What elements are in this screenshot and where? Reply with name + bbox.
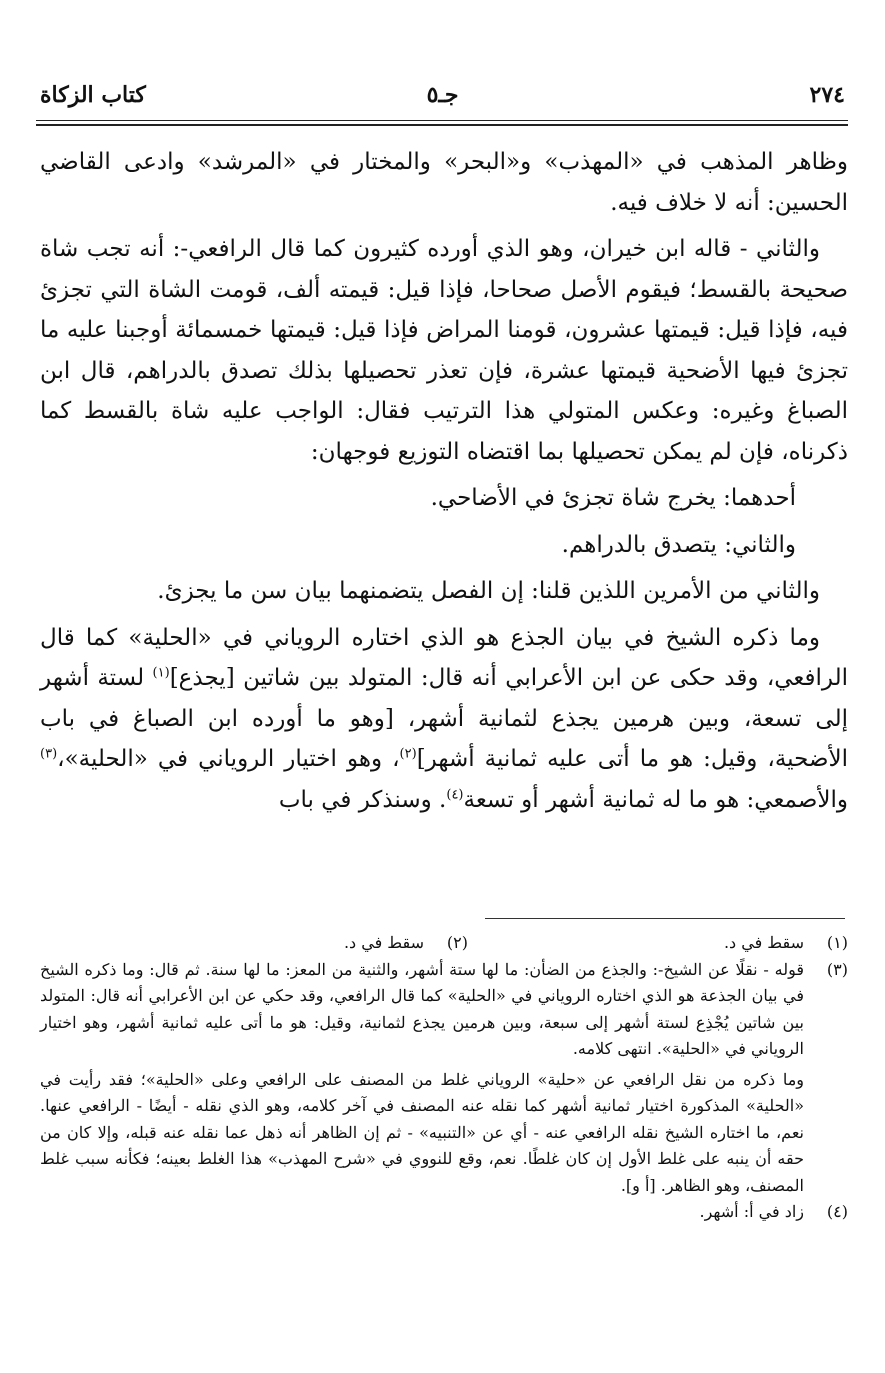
footnotes: [40, 930, 848, 1226]
footnote-3: [40, 957, 848, 1063]
book-title: كتاب الزكاة: [40, 82, 146, 108]
footnote-4-text: زاد في أ: أشهر.: [699, 1202, 804, 1221]
header-rule-thick: [36, 124, 848, 126]
footnotes-1-2: [40, 930, 848, 957]
footnote-3-number: (٣): [826, 959, 848, 979]
paragraph-6: [40, 618, 848, 821]
paragraph-5: والثاني من الأمرين اللذين قلنا: إن الفصل يتضمنهما بيان سن ما يجزئ.: [157, 578, 820, 604]
footnote-3-text: قوله - نقلًا عن الشيخ-: والجذع من الضأن: ما لها ستة أشهر، والثنية من المعز: ما لها سنة. ثم قال: وما ذكره الشيخ في بيان الجذعة هو الذي اختاره الروياني في «الحلية» كما قال الرافعي، وقد حكي عن ابن الأعرابي أنه قال: المتولد بين شاتين يُجْذِع لستة أشهر إلى سبعة، وبين هرمين يجذع لثمانية، وقيل: هو ما أتى عليه ثمانية أشهر، وهو اختيار الروياني في «الحلية». انتهى كلامه.: [40, 959, 805, 1058]
footnote-4: [40, 1199, 848, 1226]
main-text: [40, 142, 848, 826]
footnote-separator: [485, 918, 845, 919]
footnote-ref-1: (١): [152, 665, 170, 681]
paragraph-6-part-b: لستة أشهر إلى تسعة، وبين هرمين يجذع لثمانية أشهر، [وهو ما أورده ابن الصباغ في باب الأضحية، وقيل: هو ما أتى عليه ثمانية أشهر]: [40, 665, 848, 772]
footnote-ref-4: (٤): [446, 786, 464, 802]
paragraph-6-part-c: ، وهو اختيار الروياني في «الحلية»،: [57, 746, 400, 772]
paragraph-2: والثاني - قاله ابن خيران، وهو الذي أورده كثيرون كما قال الرافعي-: أنه تجب شاة صحيحة بالقسط؛ فيقوم الأصل صحاحا، فإذا قيل: قيمته ألف، قومت الشاة التي تجزئ فيه، فإذا قيل: قيمتها عشرون، قومنا المراض فإذا قيل: قيمتها خمسمائة أوجبنا عليه ما تجزئ فيها الأضحية قيمتها عشرة، فإن تعذر تحصيلها بذلك تصدق بالدراهم، قال ابن الصباغ وغيره: وعكس المتولي هذا الترتيب فقال: الواجب عليه شاة بالقسط كما ذكرناه، فإن لم يمكن تحصيلها بما اقتضاه التوزيع فوجهان:: [40, 236, 848, 465]
paragraph-4: والثاني: يتصدق بالدراهم.: [561, 531, 796, 558]
footnote-2-text: سقط في د.: [343, 933, 424, 952]
paragraph-3: أحدهما: يخرج شاة تجزئ في الأضاحي.: [430, 485, 796, 511]
footnote-1-number: (١): [826, 933, 848, 952]
paragraph-6-part-a: وما ذكره الشيخ في بيان الجذع هو الذي اختاره الروياني في «الحلية» كما قال الرافعي، وقد حكى عن ابن الأعرابي أنه قال: المتولد بين شاتين [يجذع]: [40, 624, 849, 691]
footnote-ref-2: (٢): [399, 746, 417, 762]
footnote-ref-3: (٣): [40, 746, 58, 762]
paragraph-6-part-e: . وسنذكر في باب: [278, 786, 447, 813]
volume-label: جـ٥: [426, 82, 459, 108]
footnote-3-paragraph-2: وما ذكره من نقل الرافعي عن «حلية» الروياني غلط من المصنف على الرافعي وعلى «الحلية»؛ فقد رأيت في «الحلية» المذكورة اختيار ثمانية أشهر كما نقله عنه المصنف في آخر كلامه، وهو الذي نقله - أيضًا - الرافعي عنها. نعم، ما اختاره الشيخ نقله الرافعي عنه - أي عن «التنبيه» - ثم إن الظاهر أنه ذهل عما نقله عنه قبله، وإلا كان من حقه أن ينبه على غلط الأول إن كان غلطًا. نعم، وقع للنووي في «شرح المهذب» هذا الغلط بعينه؛ فكأنه سبب غلط المصنف، وهو الظاهر. [أ و].: [40, 1069, 805, 1195]
footnote-4-number: (٤): [826, 1202, 848, 1221]
running-header: [40, 82, 845, 116]
footnote-1-text: سقط في د.: [723, 933, 804, 952]
header-rule-thin: [36, 120, 848, 121]
paragraph-6-part-d: والأصمعي: هو ما له ثمانية أشهر أو تسعة: [463, 786, 848, 813]
footnote-2-number: (٢): [446, 933, 468, 952]
footnote-1: [468, 930, 848, 957]
paragraph-1: وظاهر المذهب في «المهذب» و«البحر» والمختار في «المرشد» وادعى القاضي الحسين: أنه لا خلاف فيه.: [40, 149, 848, 216]
page-number: ٢٧٤: [809, 82, 845, 108]
footnote-2: [88, 930, 468, 957]
